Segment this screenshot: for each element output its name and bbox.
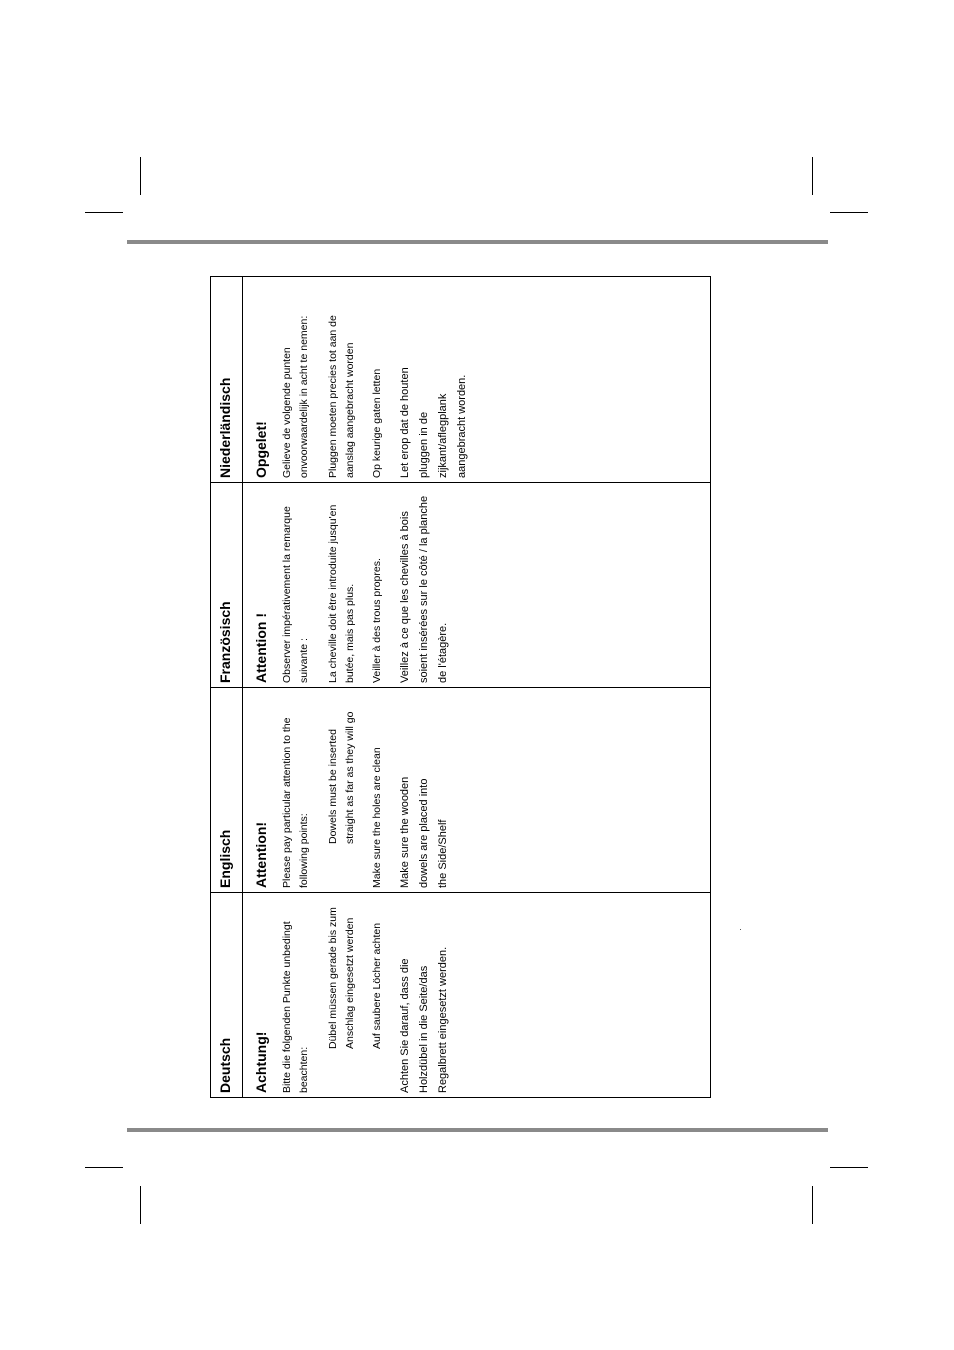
crop-mark-bottom-right-vertical [812,1186,813,1224]
column-franzoesisch [211,482,710,687]
point-2: Auf saubere Löcher achten [371,922,383,1049]
crop-mark-top-left-horizontal [85,212,123,213]
point-1: Dübel müssen gerade bis zum Anschlag eingesetzt werden [327,907,356,1049]
intro-text: Gelieve de volgende punten onvoorwaardelijk in acht te nemen: [281,315,310,478]
language-table [210,276,711,1098]
column-body [243,483,453,687]
language-header: Deutsch [211,893,243,1097]
column-body [243,893,453,1097]
intro-text: Observer impérativement la remarque suivante : [281,506,310,683]
language-header: Englisch [211,688,243,892]
attention-heading: Attention ! [253,613,269,683]
intro-text: Please pay particular attention to the following points: [281,717,310,888]
point-2: Make sure the holes are clean [371,747,383,888]
point-1: Dowels must be inserted straight as far as they will go [327,711,356,844]
column-deutsch [211,892,710,1097]
points-list [325,897,453,1093]
column-body [243,277,472,482]
point-1: Pluggen moeten precies tot aan de aanslag aangebracht worden [327,315,356,478]
point-2: Veiller à des trous propres. [371,558,383,683]
crop-mark-top-left-vertical [140,157,141,195]
column-niederlaendisch [211,277,710,482]
point-1: La cheville doit être introduite jusqu'en butée, mais pas plus. [327,504,356,683]
points-list [325,487,453,683]
crop-mark-bottom-left-vertical [140,1186,141,1224]
column-body [243,688,453,892]
language-header: Französisch [211,483,243,687]
points-list [325,281,472,478]
column-englisch [211,687,710,892]
intro-text: Bitte die folgenden Punkte unbedingt beachten: [281,921,310,1093]
attention-heading: Opgelet! [253,421,269,478]
crop-mark-bottom-left-horizontal [85,1167,123,1168]
point-3: Make sure the wooden dowels are placed into the Side/Shelf [399,776,449,888]
points-list [325,692,453,888]
attention-heading: Achtung! [253,1031,269,1093]
stray-mark [740,929,741,930]
crop-mark-top-right-vertical [812,157,813,195]
point-3: Veillez à ce que les chevilles à bois soient insérées sur le côté / la planche de l'étagère. [399,495,449,683]
attention-heading: Attention! [253,821,269,888]
crop-mark-top-right-horizontal [830,212,868,213]
language-header: Niederländisch [211,277,243,482]
top-rule [127,240,828,244]
point-2: Op keurige gaten letten [371,368,383,478]
bottom-rule [127,1128,828,1132]
crop-mark-bottom-right-horizontal [830,1167,868,1168]
point-3: Achten Sie darauf, dass die Holzdübel in die Seite/das Regalbrett eingesetzt werden. [399,946,449,1093]
point-3: Let erop dat de houten pluggen in de zijkant/aflegplank aangebracht worden. [399,367,468,478]
